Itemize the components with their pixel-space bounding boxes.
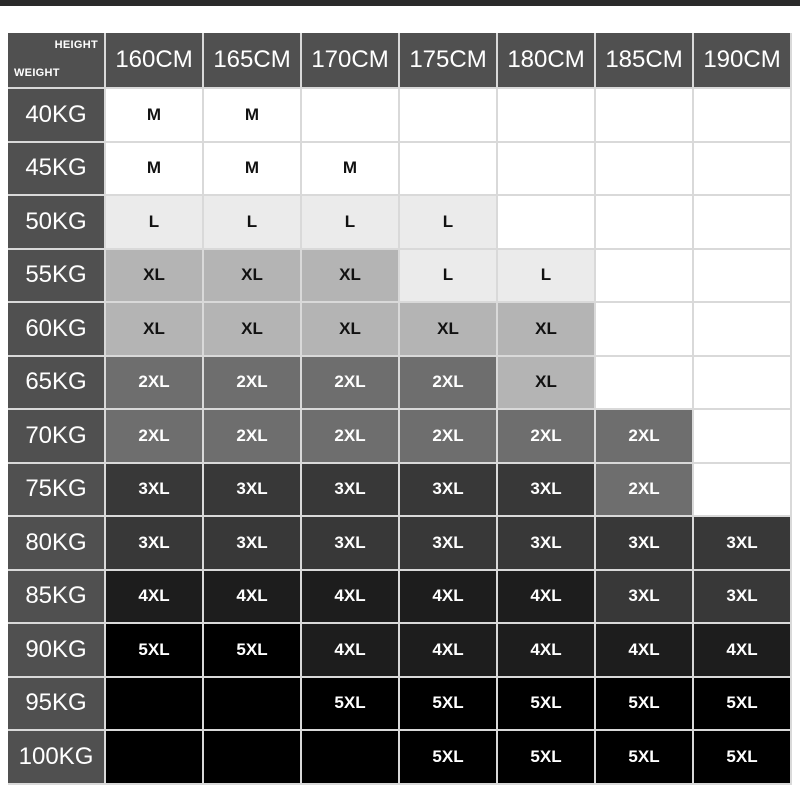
size-cell	[694, 303, 792, 357]
size-cell	[106, 731, 204, 785]
size-cell: L	[204, 196, 302, 250]
size-cell: L	[498, 250, 596, 304]
size-cell	[498, 89, 596, 143]
weight-row-header: 75KG	[8, 464, 106, 518]
size-cell: 4XL	[302, 624, 400, 678]
size-cell	[694, 464, 792, 518]
size-cell: 2XL	[400, 357, 498, 411]
size-cell: XL	[106, 303, 204, 357]
size-cell	[204, 731, 302, 785]
size-cell: 4XL	[106, 571, 204, 625]
size-cell: 3XL	[302, 517, 400, 571]
weight-row-header: 100KG	[8, 731, 106, 785]
size-cell: M	[302, 143, 400, 197]
size-cell: 2XL	[204, 357, 302, 411]
size-cell: XL	[498, 357, 596, 411]
size-cell: 5XL	[106, 624, 204, 678]
height-column-header: 170CM	[302, 33, 400, 89]
size-cell	[204, 678, 302, 732]
size-cell: M	[106, 89, 204, 143]
weight-row-header: 60KG	[8, 303, 106, 357]
size-cell	[694, 143, 792, 197]
size-cell: M	[204, 89, 302, 143]
size-cell: 5XL	[596, 731, 694, 785]
weight-row-header: 80KG	[8, 517, 106, 571]
size-cell	[596, 303, 694, 357]
size-cell	[498, 143, 596, 197]
size-cell: 3XL	[302, 464, 400, 518]
size-chart-table	[8, 33, 792, 785]
size-cell: 3XL	[498, 464, 596, 518]
top-border	[0, 0, 800, 6]
size-cell: 4XL	[498, 624, 596, 678]
height-column-header: 165CM	[204, 33, 302, 89]
size-cell	[302, 731, 400, 785]
size-cell: 2XL	[106, 357, 204, 411]
size-cell: L	[400, 250, 498, 304]
size-cell	[302, 89, 400, 143]
size-cell: 5XL	[596, 678, 694, 732]
size-cell: 4XL	[400, 624, 498, 678]
weight-row-header: 85KG	[8, 571, 106, 625]
size-cell: 2XL	[498, 410, 596, 464]
height-column-header: 180CM	[498, 33, 596, 89]
size-cell	[694, 250, 792, 304]
size-cell: XL	[106, 250, 204, 304]
size-cell: 3XL	[596, 517, 694, 571]
size-cell: XL	[498, 303, 596, 357]
size-cell: XL	[204, 250, 302, 304]
size-cell: 5XL	[302, 678, 400, 732]
weight-row-header: 40KG	[8, 89, 106, 143]
weight-row-header: 65KG	[8, 357, 106, 411]
size-cell	[694, 89, 792, 143]
size-cell: 2XL	[106, 410, 204, 464]
weight-row-header: 45KG	[8, 143, 106, 197]
size-cell	[596, 357, 694, 411]
size-cell: 3XL	[694, 517, 792, 571]
size-cell: 3XL	[204, 517, 302, 571]
size-cell: XL	[302, 303, 400, 357]
size-cell: 5XL	[204, 624, 302, 678]
weight-row-header: 95KG	[8, 678, 106, 732]
size-cell: L	[302, 196, 400, 250]
size-cell: 5XL	[694, 731, 792, 785]
size-cell: XL	[400, 303, 498, 357]
size-cell: 5XL	[498, 731, 596, 785]
size-cell	[694, 196, 792, 250]
height-column-header: 190CM	[694, 33, 792, 89]
size-cell	[400, 143, 498, 197]
size-cell: 4XL	[498, 571, 596, 625]
size-cell: 3XL	[400, 464, 498, 518]
size-cell: 2XL	[400, 410, 498, 464]
height-axis-label: HEIGHT	[54, 39, 98, 51]
size-cell: 2XL	[302, 357, 400, 411]
weight-row-header: 55KG	[8, 250, 106, 304]
size-cell	[694, 357, 792, 411]
size-cell: 5XL	[694, 678, 792, 732]
size-cell: 5XL	[400, 678, 498, 732]
size-cell: XL	[204, 303, 302, 357]
weight-axis-label: WEIGHT	[14, 67, 60, 79]
size-cell	[596, 250, 694, 304]
weight-row-header: 70KG	[8, 410, 106, 464]
size-cell: 4XL	[302, 571, 400, 625]
size-cell	[106, 678, 204, 732]
size-cell	[400, 89, 498, 143]
size-cell: 3XL	[400, 517, 498, 571]
height-column-header: 160CM	[106, 33, 204, 89]
size-cell: 5XL	[498, 678, 596, 732]
size-cell: 3XL	[498, 517, 596, 571]
size-cell	[596, 196, 694, 250]
size-cell: 4XL	[694, 624, 792, 678]
size-cell: 2XL	[204, 410, 302, 464]
size-cell: 2XL	[596, 410, 694, 464]
height-column-header: 185CM	[596, 33, 694, 89]
size-cell: 3XL	[596, 571, 694, 625]
size-cell: 3XL	[694, 571, 792, 625]
size-cell: 3XL	[106, 464, 204, 518]
size-cell	[596, 89, 694, 143]
size-cell: L	[106, 196, 204, 250]
size-cell: M	[106, 143, 204, 197]
size-cell: 2XL	[596, 464, 694, 518]
size-cell: XL	[302, 250, 400, 304]
corner-header	[8, 33, 106, 89]
size-cell: L	[400, 196, 498, 250]
size-cell: 3XL	[204, 464, 302, 518]
size-cell: 2XL	[302, 410, 400, 464]
height-column-header: 175CM	[400, 33, 498, 89]
size-cell: 4XL	[204, 571, 302, 625]
size-cell	[694, 410, 792, 464]
size-cell	[596, 143, 694, 197]
weight-row-header: 50KG	[8, 196, 106, 250]
size-cell: 5XL	[400, 731, 498, 785]
size-cell: 4XL	[596, 624, 694, 678]
size-cell: 3XL	[106, 517, 204, 571]
size-cell	[498, 196, 596, 250]
size-cell: M	[204, 143, 302, 197]
size-cell: 4XL	[400, 571, 498, 625]
weight-row-header: 90KG	[8, 624, 106, 678]
